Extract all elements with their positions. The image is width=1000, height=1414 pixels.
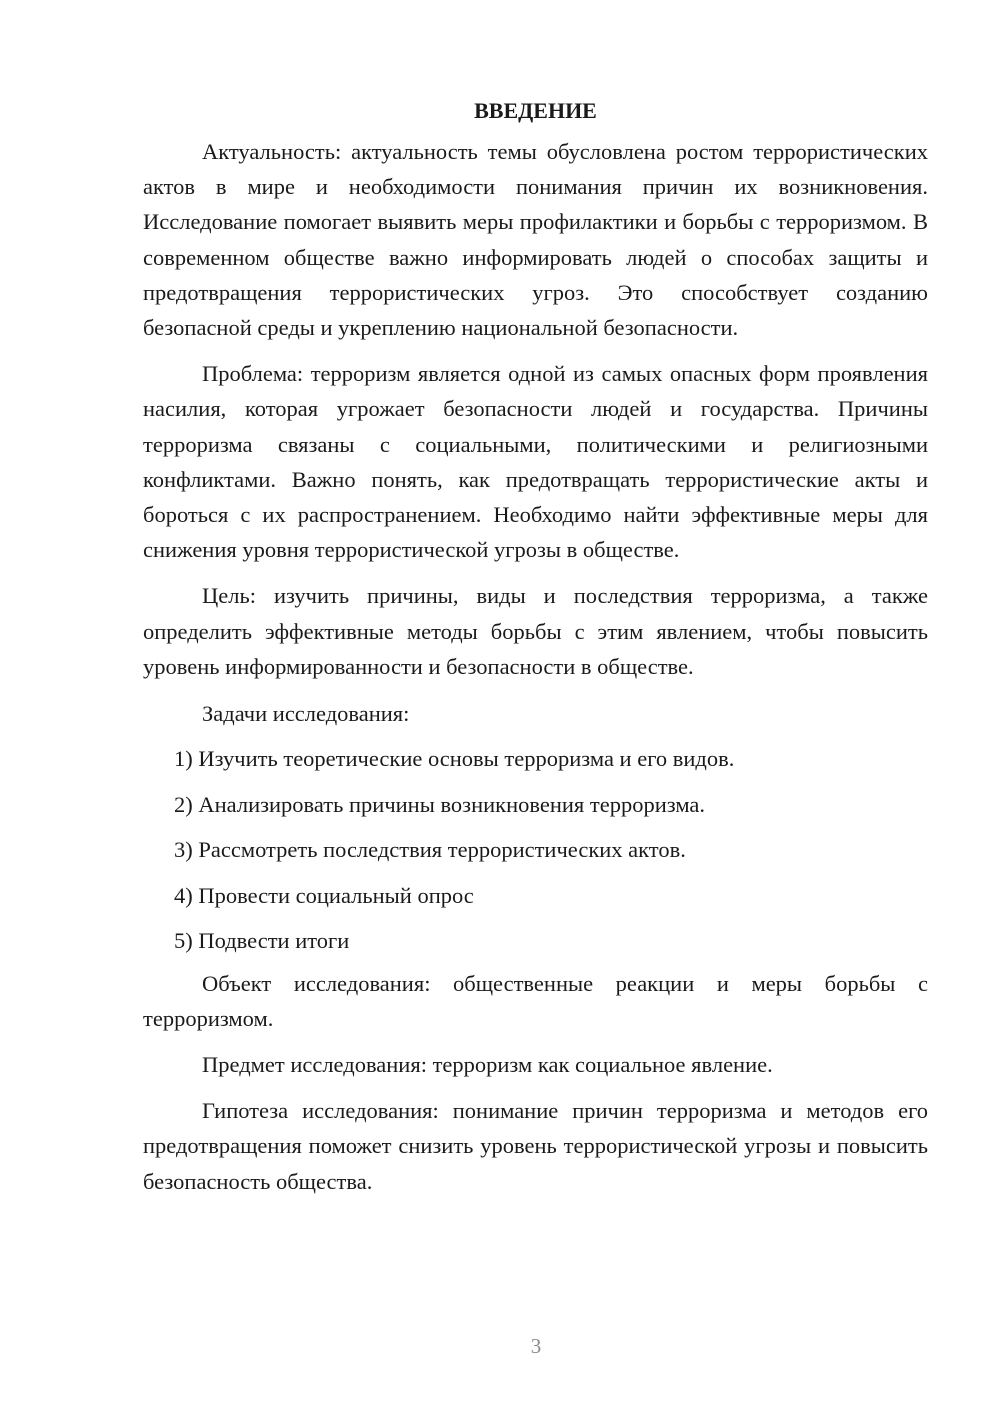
paragraph-subject: Предмет исследования: терроризм как социальное явление. [202,1051,773,1077]
paragraph-goal: Цель: изучить причины, виды и последствия терроризма, а также определить эффективные методы борьбы с этим явлением, чтобы повысить уровень информированности и безопасности в обществе. [143,583,928,679]
list-item: 3) Рассмотреть последствия террористических актов. [174,837,686,863]
paragraph-hypothesis: Гипотеза исследования: понимание причин терроризма и методов его предотвращения поможет снизить уровень террористической угрозы и повысить безопасность общества. [143,1098,928,1194]
list-item: 2) Анализировать причины возникновения терроризма. [174,791,706,817]
paragraph-relevance: Актуальность: актуальность темы обусловлена ростом террористических актов в мире и необходимости понимания причин их возникновения. Исследование помогает выявить меры профилактики и борьбы с терроризмом. В современном обществе важно информировать людей о способах защиты и предотвращения террористических угроз. Это способствует созданию безопасной среды и укреплению национальной безопасности. [143,139,928,341]
tasks-title: Задачи исследования: [202,701,410,727]
paragraph-object: Объект исследования: общественные реакции и меры борьбы с терроризмом. [143,970,928,1031]
page-title: ВВЕДЕНИЕ [474,98,597,123]
paragraph-problem: Проблема: терроризм является одной из самых опасных форм проявления насилия, которая угрожает безопасности людей и государства. Причины терроризма связаны с социальными, политическими и религиозными конфликтами. Важно понять, как предотвращать террористические акты и бороться с их распространением. Необходимо найти эффективные меры для снижения уровня террористической угрозы в обществе. [143,361,928,563]
list-item: 1) Изучить теоретические основы терроризма и его видов. [174,746,735,772]
list-item: 4) Провести социальный опрос [174,882,474,908]
list-item: 5) Подвести итоги [174,928,350,954]
tasks-list [143,736,928,964]
page-content [143,92,928,1199]
page-number: 3 [530,1334,542,1358]
